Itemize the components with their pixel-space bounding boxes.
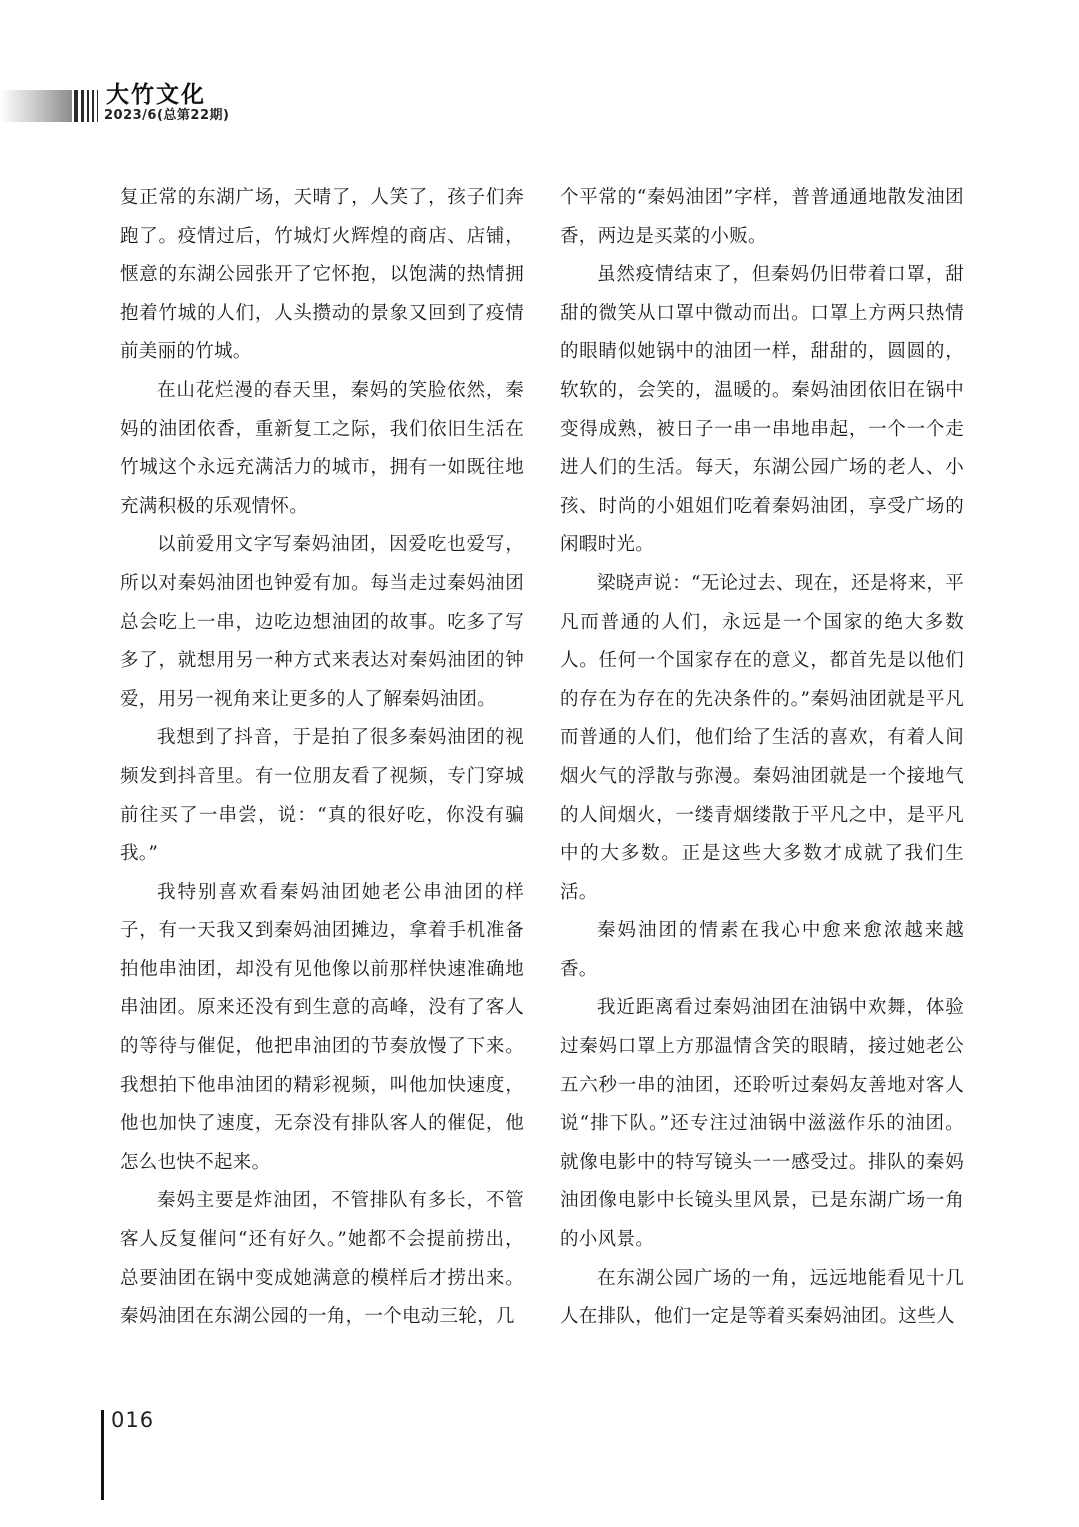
paragraph: 我特别喜欢看秦妈油团她老公串油团的样子，有一天我又到秦妈油团摊边，拿着手机准备拍他串油团，却没有见他像以前那样快速准确地串油团。原来还没有到生意的高峰，没有了客人的等待与催促，他把串油团的节奏放慢了下来。我想拍下他串油团的精彩视频，叫他加快速度，他也加快了速度，无奈没有排队客人的催促，他怎么也快不起来。	[120, 881, 524, 1173]
paragraph: 在山花烂漫的春天里，秦妈的笑脸依然，秦妈的油团依香，重新复工之际，我们依旧生活在竹城这个永远充满活力的城市，拥有一如既往地充满积极的乐观情怀。	[120, 379, 524, 517]
header-stripe	[74, 90, 78, 122]
paragraph: 个平常的“秦妈油团”字样，普普通通地散发油团香，两边是买菜的小贩。	[560, 187, 964, 247]
header-stripe	[97, 90, 98, 122]
magazine-header	[0, 70, 260, 130]
magazine-title: 大竹文化	[106, 82, 206, 108]
paragraph: 秦妈油团的情素在我心中愈来愈浓越来越香。	[560, 920, 964, 980]
paragraph: 虽然疫情结束了，但秦妈仍旧带着口罩，甜甜的微笑从口罩中微动而出。口罩上方两只热情的眼睛似她锅中的油团一样，甜甜的，圆圆的，软软的，会笑的，温暖的。秦妈油团依旧在锅中变得成熟，被日子一串一串地串起，一个一个走进人们的生活。每天，东湖公园广场的老人、小孩、时尚的小姐姐们吃着秦妈油团，享受广场的闲暇时光。	[560, 264, 964, 556]
header-stripe	[81, 90, 84, 122]
page-number: 016	[111, 1408, 155, 1432]
paragraph: 我近距离看过秦妈油团在油锅中欢舞，体验过秦妈口罩上方那温情含笑的眼睛，接过她老公五六秒一串的油团，还聆听过秦妈友善地对客人说“排下队。”还专注过油锅中滋滋作乐的油团。就像电影中的特写镜头一一感受过。排队的秦妈油团像电影中长镜头里风景，已是东湖广场一角的小风景。	[560, 997, 964, 1251]
header-stripe	[87, 90, 89, 122]
issue-number: 2023/6(总第22期)	[104, 108, 230, 123]
paragraph: 我想到了抖音，于是拍了很多秦妈油团的视频发到抖音里。有一位朋友看了视频，专门穿城前往买了一串尝，说：“真的很好吃，你没有骗我。”	[120, 727, 524, 865]
paragraph: 秦妈主要是炸油团，不管排队有多长，不管客人反复催问“还有好久。”她都不会提前捞出，总要油团在锅中变成她满意的模样后才捞出来。秦妈油团在东湖公园的一角，一个电动三轮，几	[120, 1190, 524, 1328]
paragraph: 以前爱用文字写秦妈油团，因爱吃也爱写，所以对秦妈油团也钟爱有加。每当走过秦妈油团总会吃上一串，边吃边想油团的故事。吃多了写多了，就想用另一种方式来表达对秦妈油团的钟爱，用另一视角来让更多的人了解秦妈油团。	[120, 534, 524, 710]
left-column	[120, 179, 524, 1337]
right-column	[560, 179, 964, 1337]
footer-rule	[101, 1410, 104, 1500]
paragraph: 在东湖公园广场的一角，远远地能看见十几人在排队，他们一定是等着买秦妈油团。这些人	[560, 1267, 964, 1328]
paragraph: 复正常的东湖广场，天晴了，人笑了，孩子们奔跑了。疫情过后，竹城灯火辉煌的商店、店铺，惬意的东湖公园张开了它怀抱，以饱满的热情拥抱着竹城的人们，人头攒动的景象又回到了疫情前美丽的竹城。	[120, 187, 524, 363]
paragraph: 梁晓声说：“无论过去、现在，还是将来，平凡而普通的人们，永远是一个国家的绝大多数人。任何一个国家存在的意义，都首先是以他们的存在为存在的先决条件的。”秦妈油团就是平凡而普通的人们，他们给了生活的喜欢，有着人间烟火气的浮散与弥漫。秦妈油团就是一个接地气的人间烟火，一缕青烟缕散于平凡之中，是平凡中的大多数。正是这些大多数才成就了我们生活。	[560, 572, 964, 903]
header-gradient-bar	[0, 90, 72, 122]
header-stripe	[92, 90, 94, 122]
